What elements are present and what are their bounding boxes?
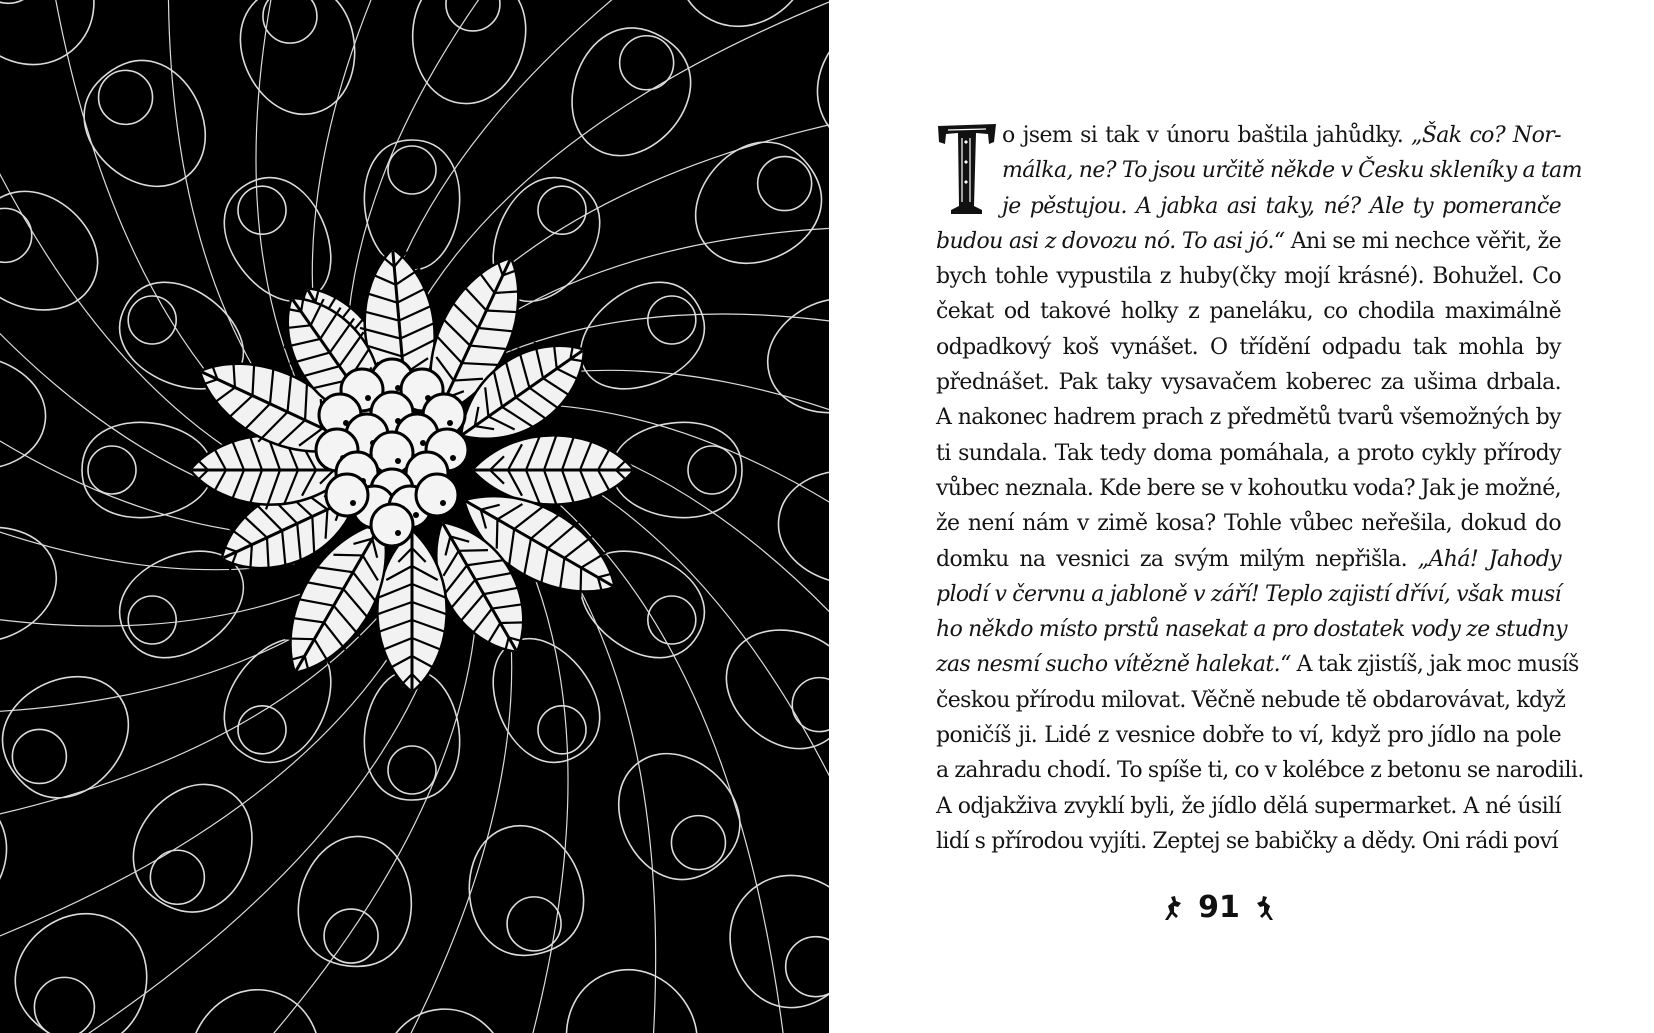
italic-quote-segment: „Šak co? Nor- xyxy=(1411,123,1561,148)
italic-quote-segment: „Ahá! Jahody xyxy=(1417,546,1561,572)
text-line xyxy=(936,612,1567,647)
text-line xyxy=(936,224,1561,259)
page-number: 91 xyxy=(1198,890,1240,925)
text-segment: vůbec neznala. Kde bere se v kohoutku voda? Jak je možné, xyxy=(936,475,1562,501)
italic-quote-segment: zas nesmí sucho vítězně halekat.“ xyxy=(936,652,1291,678)
body-text xyxy=(936,118,1584,859)
text-line xyxy=(936,647,1579,682)
text-line xyxy=(936,824,1561,859)
text-line xyxy=(936,259,1561,294)
text-line xyxy=(936,506,1561,541)
italic-quote-segment: plodí v červnu a jabloně v září! Teplo zajistí dříví, však musí xyxy=(936,581,1561,607)
text-line xyxy=(936,753,1584,788)
italic-quote-segment: ho někdo místo prstů nasekat a pro dostatek vody ze studny xyxy=(936,617,1567,643)
text-line xyxy=(936,189,1561,224)
text-segment: A tak zjistíš, jak moc musíš xyxy=(1290,652,1579,678)
text-line xyxy=(936,683,1566,718)
text-line xyxy=(936,365,1561,400)
text-line xyxy=(936,542,1561,577)
text-line xyxy=(936,436,1561,471)
text-segment: ti sundala. Tak tedy doma pomáhala, a proto cykly přírody xyxy=(936,440,1561,466)
text-segment: a zahradu chodí. To spíše ti, co v kolébce z betonu se narodili. xyxy=(936,758,1584,784)
text-segment: že není nám v zimě kosa? Tohle vůbec neřešila, dokud do xyxy=(936,511,1561,537)
italic-quote-segment: budou asi z dovozu nó. To asi jó.“ xyxy=(936,228,1285,254)
text-line xyxy=(936,330,1561,365)
text-segment: A nakonec hadrem prach z předmětů tvarů všemožných by xyxy=(936,405,1561,431)
text-line xyxy=(936,471,1561,506)
text-segment: odpadkový koš vynášet. O třídění odpadu tak mohla by xyxy=(936,334,1561,360)
text-line xyxy=(936,789,1561,824)
italic-quote-segment: je pěstujou. A jabka asi taky, né? Ale ty pomeranče xyxy=(1002,193,1561,219)
text-segment: Ani se mi nechce věřit, že xyxy=(1284,228,1561,254)
leaping-figure-ornament-right xyxy=(1251,894,1277,922)
text-segment: českou přírodu milovat. Věčně nebude tě obdarovávat, když xyxy=(936,687,1566,713)
text-line xyxy=(936,153,1582,188)
text-segment: přednášet. Pak taky vysavačem koberec za ušima drbala. xyxy=(936,370,1561,396)
text-segment: A odjakživa zvyklí byli, že jídlo dělá supermarket. A né úsilí xyxy=(936,793,1561,819)
text-segment: o jsem si tak v únoru baštila jahůdky. xyxy=(1002,123,1412,148)
text-segment: poničíš ji. Lidé z vesnice dobře to ví, když pro jídlo na pole xyxy=(936,723,1561,749)
text-line xyxy=(936,400,1561,435)
text-segment: domku na vesnici za svým milým nepřišla. xyxy=(936,546,1418,572)
text-segment: lidí s přírodou vyjíti. Zeptej se babičky a dědy. Oni rádi poví xyxy=(936,828,1558,854)
text-line xyxy=(936,118,1561,153)
text-segment: bych tohle vypustila z huby(čky mojí krásné). Bohužel. Co xyxy=(936,264,1561,290)
paragraph xyxy=(936,118,1584,859)
text-segment: čekat od takové holky z paneláku, co chodila maximálně xyxy=(936,299,1561,325)
text-page xyxy=(829,0,1654,1033)
text-line xyxy=(936,294,1561,329)
drop-cap xyxy=(936,122,998,215)
italic-quote-segment: málka, ne? To jsou určitě někde v Česku skleníky a tam xyxy=(1002,158,1582,184)
page-footer xyxy=(1129,890,1309,930)
text-line xyxy=(936,577,1561,612)
leaping-figure-ornament-left xyxy=(1161,894,1187,922)
text-line xyxy=(936,718,1561,753)
